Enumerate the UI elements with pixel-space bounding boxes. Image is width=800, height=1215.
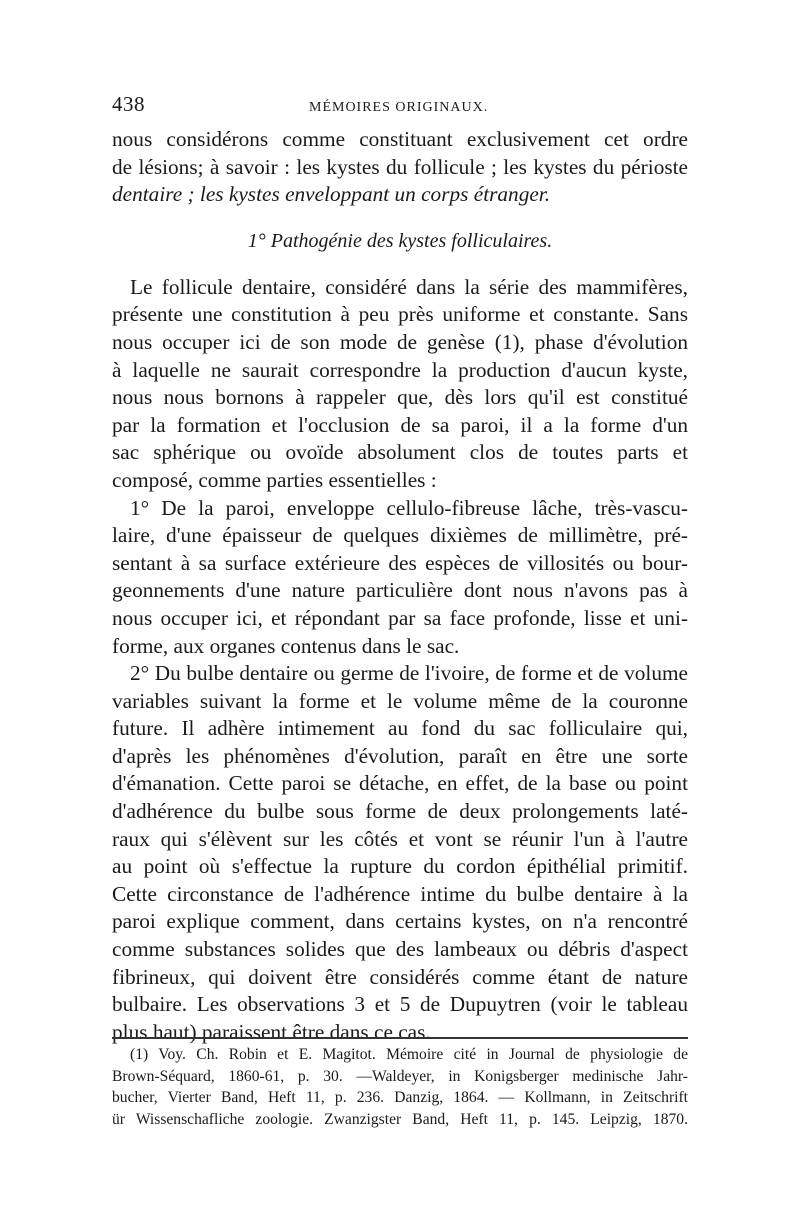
text-line: d'adhérence du bulbe sous forme de deux prolongements laté- <box>112 799 688 824</box>
intro-paragraph <box>112 126 688 209</box>
footnote <box>112 1044 688 1130</box>
text-line: 1° De la paroi, enveloppe cellulo-fibreuse lâche, très-vascu- <box>130 495 688 520</box>
text-line: raux qui s'élèvent sur les côtés et vont se réunir l'un à l'autre <box>112 826 688 851</box>
text-line: forme, aux organes contenus dans le sac. <box>112 633 460 658</box>
page-number: 438 <box>112 92 145 116</box>
footnote-line: bucher, Vierter Band, Heft 11, p. 236. Danzig, 1864. — Kollmann, in Zeitschrift <box>112 1089 688 1107</box>
text-line: comme substances solides que des lambeaux ou débris d'aspect <box>112 937 688 962</box>
paragraph-follicule <box>112 274 688 495</box>
footnote-line: (1) Voy. Ch. Robin et E. Magitot. Mémoire cité in Journal de physiologie de <box>130 1046 688 1063</box>
text-line: composé, comme parties essentielles : <box>112 467 437 492</box>
text-line: à laquelle ne saurait correspondre la production d'aucun kyste, <box>112 357 688 382</box>
text-line: sac sphérique ou ovoïde absolument clos de toutes parts et <box>112 440 688 465</box>
text-line: nous nous bornons à rappeler que, dès lors qu'il est constitué <box>112 385 688 410</box>
text-line: d'après les phénomènes d'évolution, paraît en être une sorte <box>112 743 688 768</box>
text-line: nous considérons comme constituant exclusivement cet ordre <box>112 127 688 151</box>
text-line: 2° Du bulbe dentaire ou germe de l'ivoire, de forme et de volume <box>130 661 688 686</box>
text-line: plus haut) paraissent être dans ce cas. <box>112 1019 431 1044</box>
text-line: geonnements d'une nature particulière dont nous n'avons pas à <box>112 578 688 603</box>
text-line: dentaire ; les kystes enveloppant un corps étranger. <box>112 182 551 207</box>
footnote-line: ür Wissenschafliche zoologie. Zwanzigster Band, Heft 11, p. 145. Leipzig, 1870. <box>112 1110 688 1128</box>
text-line: paroi explique comment, dans certains kystes, on n'a rencontré <box>112 909 688 934</box>
running-title: MÉMOIRES ORIGINAUX. <box>309 100 489 115</box>
section-title: 1° Pathogénie des kystes folliculaires. <box>247 229 553 252</box>
book-page <box>112 92 688 1128</box>
text-line: fibrineux, qui doivent être considérés comme étant de nature <box>112 964 688 989</box>
body-text <box>112 126 688 1046</box>
text-line: nous occuper ici, et répondant par sa face profonde, lisse et uni- <box>112 605 688 630</box>
text-line: présente une constitution à peu près uniforme et constante. Sans <box>112 302 688 327</box>
text-line: au point où s'effectue la rupture du cordon épithélial primitif. <box>112 854 688 879</box>
text-line: de lésions; à savoir : les kystes du follicule ; les kystes du périoste <box>112 154 688 179</box>
text-line: variables suivant la forme et le volume même de la couronne <box>112 688 688 713</box>
paragraph-paroi <box>112 495 688 661</box>
footnote-rule <box>112 1037 688 1039</box>
footnote-line: Brown-Séquard, 1860-61, p. 30. —Waldeyer, in Konigsberger medinische Jahr- <box>112 1067 688 1085</box>
text-line: bulbaire. Les observations 3 et 5 de Dupuytren (voir le tableau <box>112 992 688 1017</box>
paragraph-bulbe <box>112 660 688 1046</box>
text-line: Cette circonstance de l'adhérence intime du bulbe dentaire à la <box>112 881 688 906</box>
running-head <box>112 92 688 126</box>
text-line: Le follicule dentaire, considéré dans la série des mammifères, <box>130 274 688 299</box>
text-line: nous occuper ici de son mode de genèse (1), phase d'évolution <box>112 329 688 354</box>
text-line: d'émanation. Cette paroi se détache, en effet, de la base ou point <box>112 771 688 796</box>
text-line: par la formation et l'occlusion de sa paroi, il a la forme d'un <box>112 412 688 437</box>
text-line: sentant à sa surface extérieure des espèces de villosités ou bour- <box>112 550 688 575</box>
text-line: laire, d'une épaisseur de quelques dixièmes de millimètre, pré- <box>112 523 688 548</box>
text-line: future. Il adhère intimement au fond du sac folliculaire qui, <box>112 716 688 741</box>
